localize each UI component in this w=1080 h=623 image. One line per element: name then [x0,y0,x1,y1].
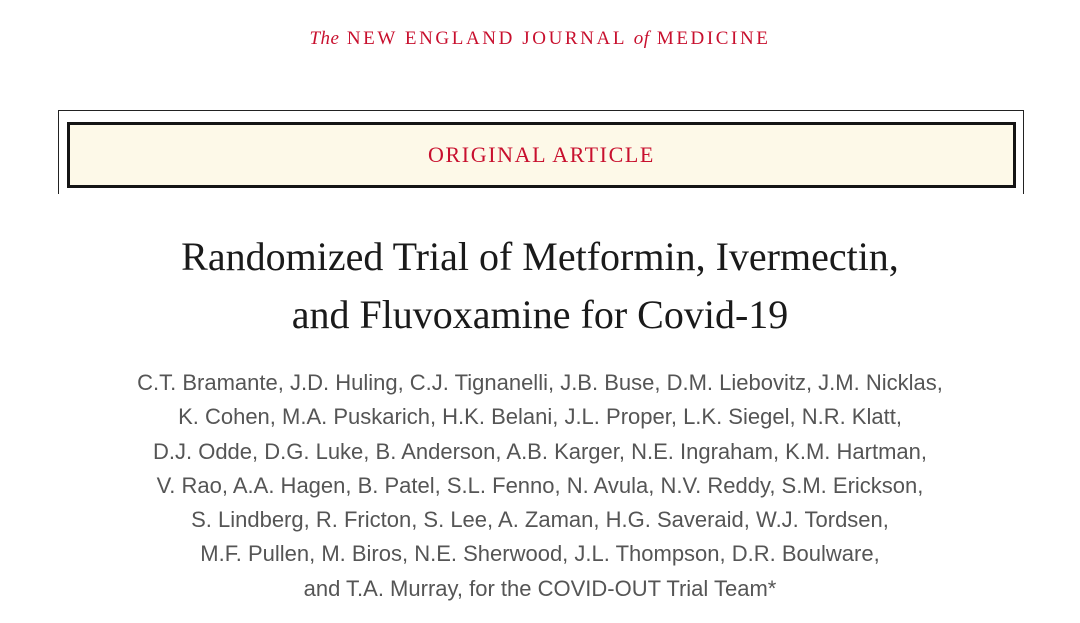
article-type-label: ORIGINAL ARTICLE [428,142,655,167]
journal-masthead-name-part1: NEW ENGLAND JOURNAL [346,28,627,49]
author-line: M.F. Pullen, M. Biros, N.E. Sherwood, J.L. Thompson, D.R. Boulware, [200,541,880,567]
article-type-banner [67,122,1016,188]
author-list [0,366,1080,606]
author-line: C.T. Bramante, J.D. Huling, C.J. Tignanelli, J.B. Buse, D.M. Liebovitz, J.M. Nicklas, [137,370,943,395]
journal-masthead-of: of [633,28,650,49]
article-title-line: Randomized Trial of Metformin, Ivermectin, [181,234,899,279]
author-line: K. Cohen, M.A. Puskarich, H.K. Belani, J.L. Proper, L.K. Siegel, N.R. Klatt, [178,404,902,430]
author-line: D.J. Odde, D.G. Luke, B. Anderson, A.B. Karger, N.E. Ingraham, K.M. Hartman, [152,438,927,464]
journal-masthead-the: The [309,28,340,49]
article-title-line: and Fluvoxamine for Covid-19 [291,292,789,337]
article-title [0,228,1080,344]
author-line: V. Rao, A.A. Hagen, B. Patel, S.L. Fenno, N. Avula, N.V. Reddy, S.M. Erickson, [156,472,924,498]
journal-masthead-name-part2: MEDICINE [656,28,771,49]
author-line: and T.A. Murray, for the COVID-OUT Trial Team* [303,575,777,601]
journal-masthead [0,28,1080,50]
author-line: S. Lindberg, R. Fricton, S. Lee, A. Zaman, H.G. Saveraid, W.J. Tordsen, [191,507,889,533]
